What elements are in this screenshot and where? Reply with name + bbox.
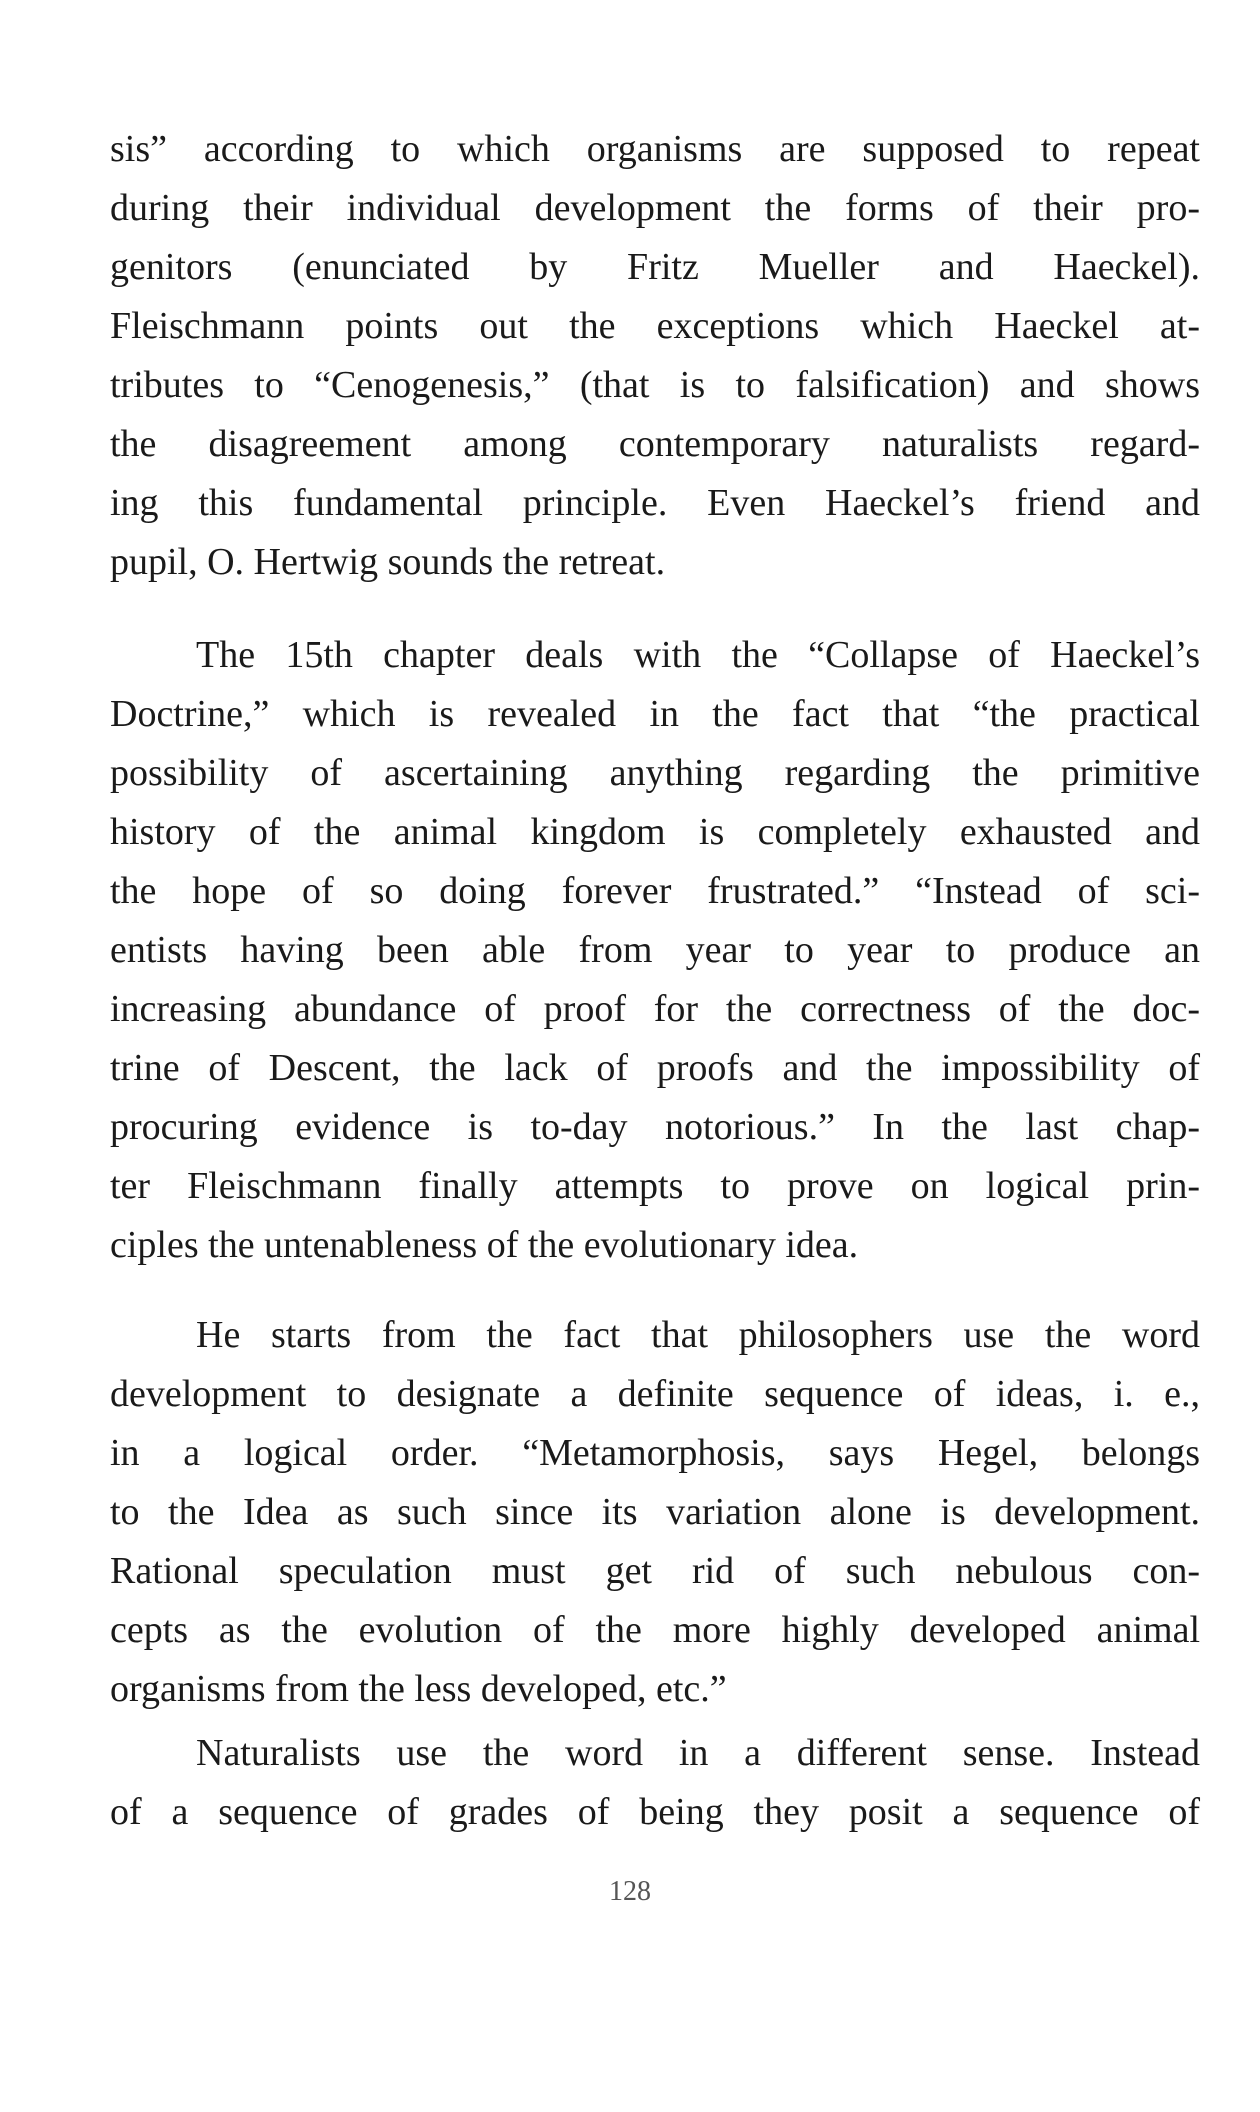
paragraph-4 — [110, 1724, 1200, 1842]
text-line: history of the animal kingdom is completely exhausted and — [110, 811, 1200, 853]
text-line: the disagreement among contemporary naturalists regard- — [110, 423, 1200, 465]
text-line: development to designate a definite sequence of ideas, i. e., — [110, 1373, 1200, 1415]
text-line: Fleischmann points out the exceptions which Haeckel at- — [110, 305, 1200, 347]
text-line: increasing abundance of proof for the correctness of the doc- — [110, 988, 1200, 1030]
text-line: trine of Descent, the lack of proofs and the impossibility of — [110, 1047, 1200, 1089]
text-line: ing this fundamental principle. Even Haeckel’s friend and — [110, 482, 1200, 524]
text-line: ter Fleischmann finally attempts to prove on logical prin- — [110, 1165, 1200, 1207]
text-line: tributes to “Cenogenesis,” (that is to falsification) and shows — [110, 364, 1200, 406]
paragraph-1 — [110, 120, 1200, 592]
text-line: in a logical order. “Metamorphosis, says Hegel, belongs — [110, 1432, 1200, 1474]
text-line: organisms from the less developed, etc.” — [110, 1668, 727, 1710]
text-line: sis” according to which organisms are supposed to repeat — [110, 128, 1200, 170]
text-line: cepts as the evolution of the more highly developed animal — [110, 1609, 1200, 1651]
text-line: to the Idea as such since its variation alone is development. — [110, 1491, 1200, 1533]
text-line: possibility of ascertaining anything regarding the primitive — [110, 752, 1200, 794]
text-line: of a sequence of grades of being they posit a sequence of — [110, 1791, 1200, 1833]
text-line: during their individual development the forms of their pro- — [110, 187, 1200, 229]
text-line: Naturalists use the word in a different sense. Instead — [196, 1732, 1200, 1774]
text-line: entists having been able from year to year to produce an — [110, 929, 1200, 971]
page-number: 128 — [609, 1876, 651, 1907]
text-line: Rational speculation must get rid of such nebulous con- — [110, 1550, 1200, 1592]
text-line: Doctrine,” which is revealed in the fact that “the practical — [110, 693, 1200, 735]
text-line: ciples the untenableness of the evolutionary idea. — [110, 1224, 859, 1266]
text-line: genitors (enunciated by Fritz Mueller and Haeckel). — [110, 246, 1200, 288]
text-line: procuring evidence is to-day notorious.” In the last chap- — [110, 1106, 1200, 1148]
text-line: pupil, O. Hertwig sounds the retreat. — [110, 541, 666, 583]
text-line: The 15th chapter deals with the “Collapse of Haeckel’s — [196, 634, 1200, 676]
paragraph-3 — [110, 1306, 1200, 1719]
paragraph-2 — [110, 626, 1200, 1275]
text-line: the hope of so doing forever frustrated.” “Instead of sci- — [110, 870, 1200, 912]
text-line: He starts from the fact that philosophers use the word — [196, 1314, 1200, 1356]
